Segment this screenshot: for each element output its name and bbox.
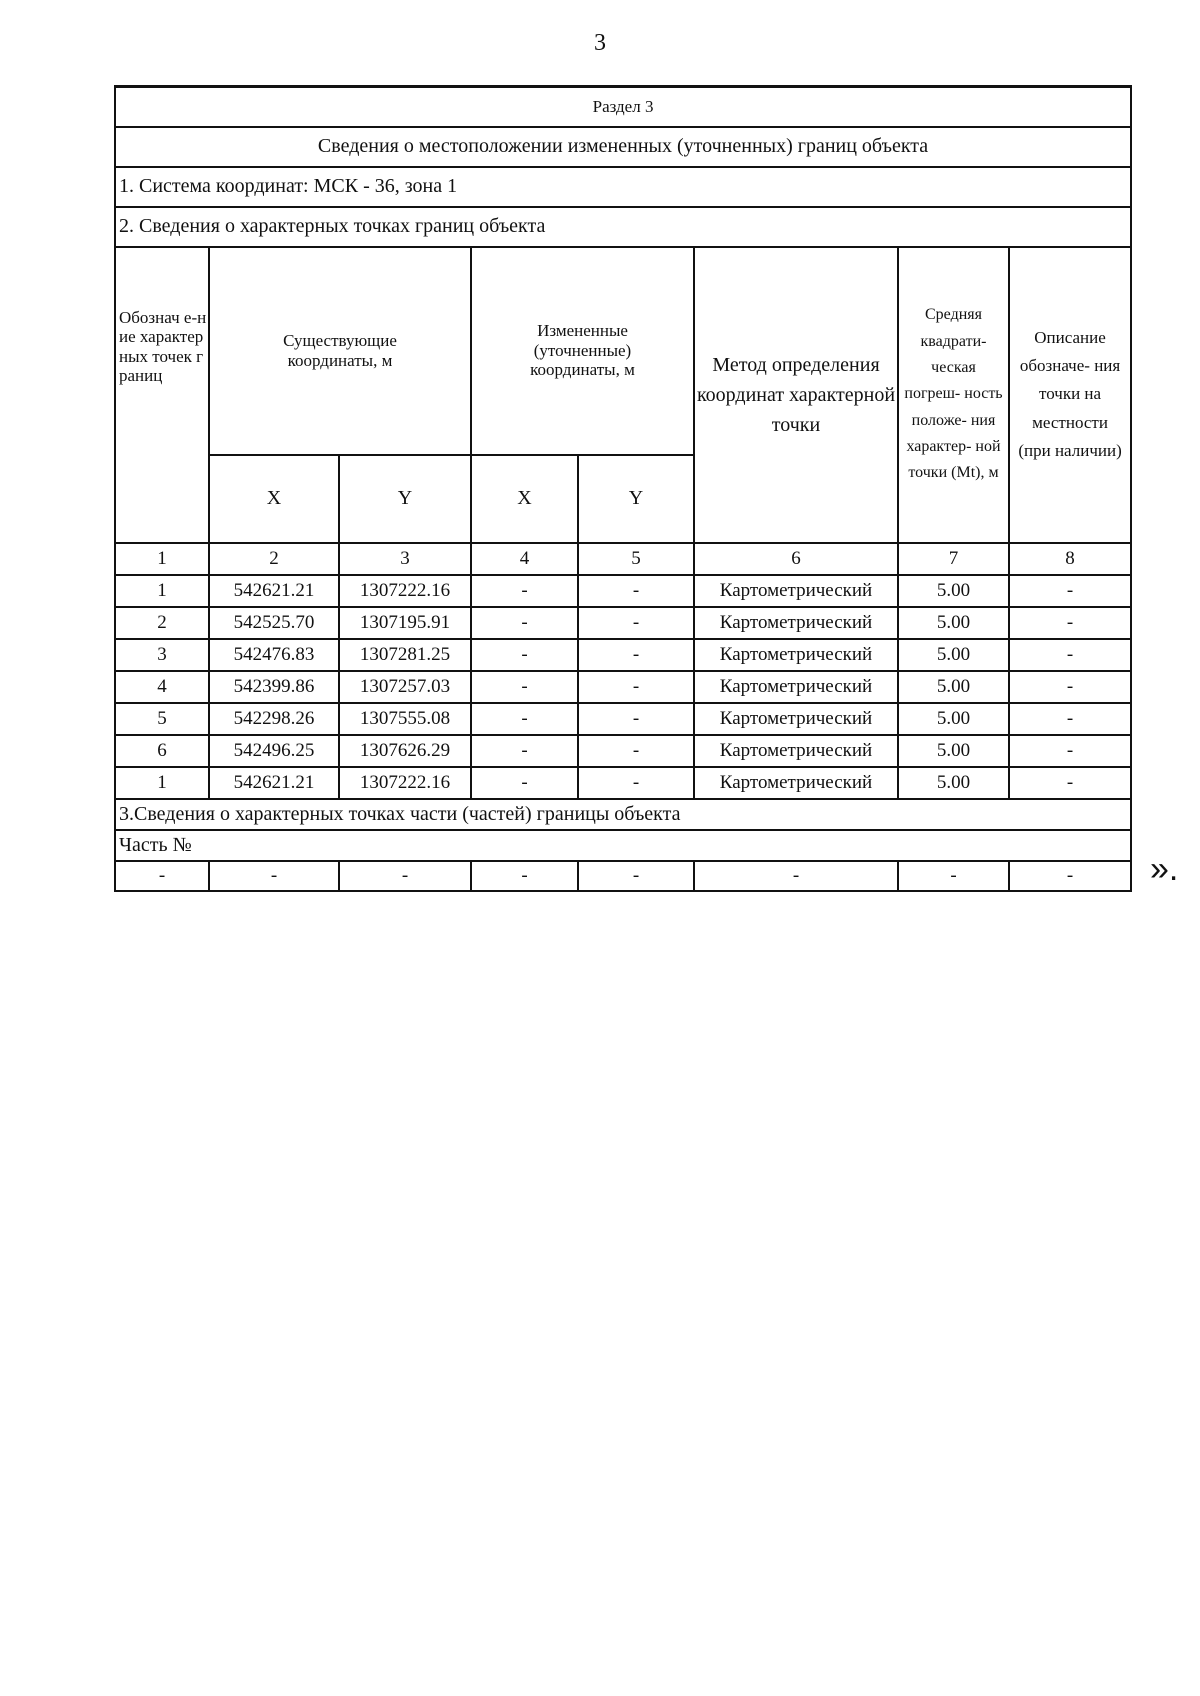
part-cell: - <box>578 861 694 891</box>
point-id: 4 <box>115 671 209 703</box>
table-row <box>115 735 1131 767</box>
part-cell: - <box>115 861 209 891</box>
part-cell: - <box>339 861 471 891</box>
column-number: 8 <box>1009 543 1131 575</box>
header-existing-coordinates: Существующие координаты, м <box>209 247 471 455</box>
description: - <box>1009 671 1131 703</box>
accuracy: 5.00 <box>898 735 1009 767</box>
header-accuracy: Средняя квадрати- ческая погреш- ность положе- ния характер- ной точки (Mt), м <box>898 247 1009 543</box>
existing-x: 542621.21 <box>209 767 339 799</box>
header-point-designation: Обознач е-ние характер ных точек границ <box>115 247 209 543</box>
changed-x: - <box>471 575 578 607</box>
changed-x: - <box>471 703 578 735</box>
accuracy: 5.00 <box>898 671 1009 703</box>
header-y-changed: Y <box>578 455 694 543</box>
table-row <box>115 767 1131 799</box>
existing-y: 1307626.29 <box>339 735 471 767</box>
changed-x: - <box>471 735 578 767</box>
existing-y: 1307222.16 <box>339 767 471 799</box>
description: - <box>1009 703 1131 735</box>
existing-x: 542496.25 <box>209 735 339 767</box>
changed-x: - <box>471 639 578 671</box>
header-x-existing: X <box>209 455 339 543</box>
method: Картометрический <box>694 575 898 607</box>
column-number: 1 <box>115 543 209 575</box>
closing-quote-mark: ». <box>1150 850 1179 888</box>
part-number-label: Часть № <box>115 830 1131 861</box>
point-id: 1 <box>115 767 209 799</box>
header-y-existing: Y <box>339 455 471 543</box>
boundary-table <box>114 85 1132 892</box>
section-3-frame <box>114 85 1130 892</box>
description: - <box>1009 767 1131 799</box>
changed-y: - <box>578 735 694 767</box>
column-number: 6 <box>694 543 898 575</box>
method: Картометрический <box>694 767 898 799</box>
parts-row <box>115 861 1131 891</box>
existing-x: 542525.70 <box>209 607 339 639</box>
existing-y: 1307195.91 <box>339 607 471 639</box>
existing-y: 1307555.08 <box>339 703 471 735</box>
method: Картометрический <box>694 639 898 671</box>
header-x-changed: X <box>471 455 578 543</box>
changed-x: - <box>471 671 578 703</box>
page-number: 3 <box>594 30 606 56</box>
changed-x: - <box>471 767 578 799</box>
part-cell: - <box>898 861 1009 891</box>
existing-y: 1307281.25 <box>339 639 471 671</box>
point-id: 2 <box>115 607 209 639</box>
column-number: 7 <box>898 543 1009 575</box>
header-method: Метод определения координат характерной точки <box>694 247 898 543</box>
table-row <box>115 607 1131 639</box>
header-changed-coordinates: Измененные (уточненные) координаты, м <box>471 247 694 455</box>
method: Картометрический <box>694 607 898 639</box>
header-description: Описание обозначе- ния точки на местности (при наличии) <box>1009 247 1131 543</box>
point-id: 3 <box>115 639 209 671</box>
column-number: 3 <box>339 543 471 575</box>
existing-x: 542298.26 <box>209 703 339 735</box>
existing-x: 542399.86 <box>209 671 339 703</box>
accuracy: 5.00 <box>898 767 1009 799</box>
changed-y: - <box>578 607 694 639</box>
description: - <box>1009 575 1131 607</box>
table-row <box>115 703 1131 735</box>
parts-heading: 3.Сведения о характерных точках части (частей) границы объекта <box>115 799 1131 830</box>
changed-x: - <box>471 607 578 639</box>
method: Картометрический <box>694 703 898 735</box>
section-title: Раздел 3 <box>115 87 1131 127</box>
accuracy: 5.00 <box>898 607 1009 639</box>
column-number: 2 <box>209 543 339 575</box>
coordinate-system: 1. Система координат: МСК - 36, зона 1 <box>115 167 1131 207</box>
description: - <box>1009 607 1131 639</box>
points-heading: 2. Сведения о характерных точках границ объекта <box>115 207 1131 247</box>
method: Картометрический <box>694 671 898 703</box>
existing-x: 542476.83 <box>209 639 339 671</box>
table-row <box>115 639 1131 671</box>
changed-y: - <box>578 575 694 607</box>
changed-y: - <box>578 639 694 671</box>
accuracy: 5.00 <box>898 639 1009 671</box>
accuracy: 5.00 <box>898 703 1009 735</box>
changed-y: - <box>578 703 694 735</box>
column-number: 4 <box>471 543 578 575</box>
point-id: 6 <box>115 735 209 767</box>
method: Картометрический <box>694 735 898 767</box>
existing-y: 1307222.16 <box>339 575 471 607</box>
column-number: 5 <box>578 543 694 575</box>
changed-y: - <box>578 767 694 799</box>
point-id: 1 <box>115 575 209 607</box>
description: - <box>1009 639 1131 671</box>
table-heading: Сведения о местоположении измененных (уточненных) границ объекта <box>115 127 1131 167</box>
existing-x: 542621.21 <box>209 575 339 607</box>
changed-y: - <box>578 671 694 703</box>
description: - <box>1009 735 1131 767</box>
table-row <box>115 671 1131 703</box>
part-cell: - <box>471 861 578 891</box>
accuracy: 5.00 <box>898 575 1009 607</box>
part-cell: - <box>1009 861 1131 891</box>
part-cell: - <box>694 861 898 891</box>
point-id: 5 <box>115 703 209 735</box>
table-row <box>115 575 1131 607</box>
part-cell: - <box>209 861 339 891</box>
existing-y: 1307257.03 <box>339 671 471 703</box>
